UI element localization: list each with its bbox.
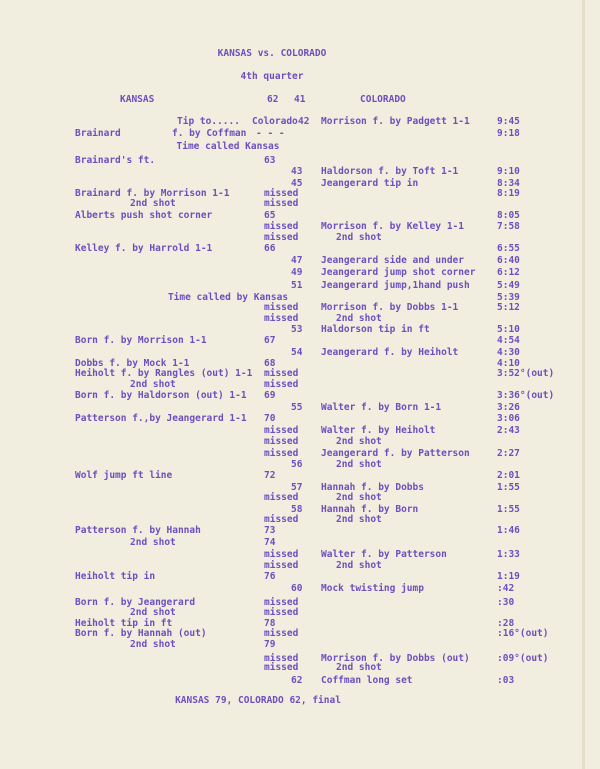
kansas-score: missed	[264, 425, 299, 436]
tip-time: 9:45	[497, 116, 520, 127]
colorado-play: Jeangerard tip in	[321, 178, 419, 189]
kansas-score: missed	[264, 436, 299, 447]
kansas-play: Wolf jump ft line	[75, 470, 173, 481]
kansas-play: Brainard f. by Morrison 1-1	[75, 188, 230, 199]
kansas-score: 66	[264, 243, 276, 254]
colorado-play: Jeangerard jump,1hand push	[321, 280, 470, 291]
colorado-play: Jeangerard side and under	[321, 255, 464, 266]
kansas-play: Born f. by Jeangerard	[75, 597, 196, 608]
game-clock: 6:12	[497, 267, 520, 278]
document-title: KANSAS vs. COLORADO	[217, 48, 327, 59]
colorado-play: Morrison f. by Dobbs (out)	[321, 653, 470, 664]
kansas-score: missed	[264, 188, 299, 199]
kansas-play: Heiholt tip in ft	[75, 618, 173, 629]
game-clock: 3:52°(out)	[497, 368, 555, 379]
game-clock: 9:10	[497, 166, 520, 177]
colorado-play: Hannah f. by Born	[321, 504, 419, 515]
kansas-score: 67	[264, 335, 276, 346]
kansas-play: Dobbs f. by Mock 1-1	[75, 358, 190, 369]
kansas-score: missed	[264, 221, 299, 232]
colorado-score: 49	[291, 267, 303, 278]
kansas-column-header: KANSAS	[120, 94, 155, 105]
colorado-play: Haldorson tip in ft	[321, 324, 430, 335]
kansas-play: Born f. by Haldorson (out) 1-1	[75, 390, 247, 401]
colorado-play: 2nd shot	[336, 662, 382, 673]
game-clock: :28	[497, 618, 515, 629]
kansas-score: 65	[264, 210, 276, 221]
colorado-play: 2nd shot	[336, 232, 382, 243]
game-clock: :03	[497, 675, 515, 686]
colorado-play: Coffman long set	[321, 675, 413, 686]
kansas-score: 73	[264, 525, 276, 536]
kansas-play: 2nd shot	[130, 639, 176, 650]
timeout-note: Time called Kansas	[176, 141, 280, 152]
kansas-score: 68	[264, 358, 276, 369]
game-clock: 1:33	[497, 549, 520, 560]
colorado-play: 2nd shot	[336, 436, 382, 447]
game-clock: 2:27	[497, 448, 520, 459]
colorado-play: Mock twisting jump	[321, 583, 424, 594]
game-clock: 3:06	[497, 413, 520, 424]
game-clock: 4:54	[497, 335, 520, 346]
timeout-note: Time called by Kansas	[167, 292, 289, 303]
colorado-play: Walter f. by Patterson	[321, 549, 447, 560]
tip-off-label: Tip to.....	[177, 116, 240, 127]
kansas-play: 2nd shot	[130, 198, 176, 209]
kansas-score: 70	[264, 413, 276, 424]
game-clock: 1:19	[497, 571, 520, 582]
colorado-score: 51	[291, 280, 303, 291]
game-clock: 5:39	[497, 292, 520, 303]
kansas-play: 2nd shot	[130, 537, 176, 548]
kansas-play: 2nd shot	[130, 607, 176, 618]
colorado-score: 60	[291, 583, 303, 594]
colorado-column-header: COLORADO	[360, 94, 406, 105]
colorado-score: 47	[291, 255, 303, 266]
colorado-score: 57	[291, 482, 303, 493]
kansas-score: missed	[264, 628, 299, 639]
kansas-score: 76	[264, 571, 276, 582]
colorado-play: 2nd shot	[336, 492, 382, 503]
game-clock: 4:30	[497, 347, 520, 358]
tip-score: 42	[298, 116, 310, 127]
kansas-score: missed	[264, 653, 299, 664]
start-colorado-score: 41	[294, 94, 306, 105]
kansas-score: missed	[264, 492, 299, 503]
game-clock: 2:43	[497, 425, 520, 436]
game-clock: 8:19	[497, 188, 520, 199]
kansas-score: missed	[264, 514, 299, 525]
quarter-label: 4th quarter	[240, 71, 304, 82]
colorado-play: 2nd shot	[336, 459, 382, 470]
game-clock: :09°(out)	[497, 653, 549, 664]
tip-team: Colorado	[252, 116, 298, 127]
colorado-play: Walter f. by Born 1-1	[321, 402, 442, 413]
final-score: KANSAS 79, COLORADO 62, final	[175, 695, 341, 706]
game-clock: 5:10	[497, 324, 520, 335]
start-kansas-score: 62	[267, 94, 279, 105]
kansas-score: missed	[264, 448, 299, 459]
kansas-score: 63	[264, 155, 276, 166]
kansas-score: missed	[264, 560, 299, 571]
kansas-score: missed	[264, 379, 299, 390]
kansas-play: Alberts push shot corner	[75, 210, 213, 221]
colorado-score: 62	[291, 675, 303, 686]
game-clock: 8:05	[497, 210, 520, 221]
game-clock: 6:40	[497, 255, 520, 266]
kansas-score: missed	[264, 597, 299, 608]
colorado-play: 2nd shot	[336, 514, 382, 525]
kansas-score: missed	[264, 313, 299, 324]
game-clock: 1:55	[497, 504, 520, 515]
colorado-score: 55	[291, 402, 303, 413]
colorado-play: Jeangerard jump shot corner	[321, 267, 476, 278]
colorado-score: 54	[291, 347, 303, 358]
kansas-score: 72	[264, 470, 276, 481]
game-clock: 5:12	[497, 302, 520, 313]
colorado-score: 56	[291, 459, 303, 470]
colorado-play: Hannah f. by Dobbs	[321, 482, 424, 493]
kansas-play: 2nd shot	[130, 379, 176, 390]
kansas-score: 69	[264, 390, 276, 401]
kansas-score: missed	[264, 198, 299, 209]
kansas-play: Kelley f. by Harrold 1-1	[75, 243, 213, 254]
game-clock: :30	[497, 597, 515, 608]
colorado-play: Morrison f. by Kelley 1-1	[321, 221, 464, 232]
kansas-score: missed	[264, 662, 299, 673]
game-clock: 9:18	[497, 128, 520, 139]
page-edge-shadow	[582, 0, 585, 769]
kansas-play: Born f. by Morrison 1-1	[75, 335, 207, 346]
kansas-play: Patterson f.,by Jeangerard 1-1	[75, 413, 247, 424]
colorado-play: Morrison f. by Dobbs 1-1	[321, 302, 459, 313]
game-clock: :16°(out)	[497, 628, 549, 639]
kansas-play: Heiholt tip in	[75, 571, 156, 582]
game-clock: 2:01	[497, 470, 520, 481]
kansas-score: 78	[264, 618, 276, 629]
colorado-play: Jeangerard f. by Heiholt	[321, 347, 459, 358]
game-clock: 3:26	[497, 402, 520, 413]
tip-play: Morrison f. by Padgett 1-1	[321, 116, 470, 127]
colorado-score: 43	[291, 166, 303, 177]
kansas-play-detail: f. by Coffman	[172, 128, 247, 139]
kansas-play: Heiholt f. by Rangles (out) 1-1	[75, 368, 253, 379]
colorado-score: 45	[291, 178, 303, 189]
dash-mark: - - -	[256, 128, 285, 139]
kansas-play: Born f. by Hannah (out)	[75, 628, 207, 639]
kansas-score: missed	[264, 232, 299, 243]
game-clock: 8:34	[497, 178, 520, 189]
colorado-score: 53	[291, 324, 303, 335]
colorado-play: 2nd shot	[336, 560, 382, 571]
game-clock: 3:36°(out)	[497, 390, 555, 401]
colorado-play: 2nd shot	[336, 313, 382, 324]
kansas-play: Brainard	[75, 128, 121, 139]
kansas-score: 79	[264, 639, 276, 650]
kansas-score: missed	[264, 302, 299, 313]
colorado-play: Haldorson f. by Toft 1-1	[321, 166, 459, 177]
game-clock: 6:55	[497, 243, 520, 254]
kansas-score: 74	[264, 537, 276, 548]
game-clock: 7:58	[497, 221, 520, 232]
kansas-play: Patterson f. by Hannah	[75, 525, 201, 536]
game-clock: 1:55	[497, 482, 520, 493]
game-clock: :42	[497, 583, 515, 594]
kansas-score: missed	[264, 549, 299, 560]
game-clock: 5:49	[497, 280, 520, 291]
colorado-play: Walter f. by Heiholt	[321, 425, 436, 436]
kansas-score: missed	[264, 368, 299, 379]
colorado-play: Jeangerard f. by Patterson	[321, 448, 470, 459]
kansas-score: missed	[264, 607, 299, 618]
game-clock: 1:46	[497, 525, 520, 536]
colorado-score: 58	[291, 504, 303, 515]
kansas-play: Brainard's ft.	[75, 155, 156, 166]
game-clock: 4:10	[497, 358, 520, 369]
